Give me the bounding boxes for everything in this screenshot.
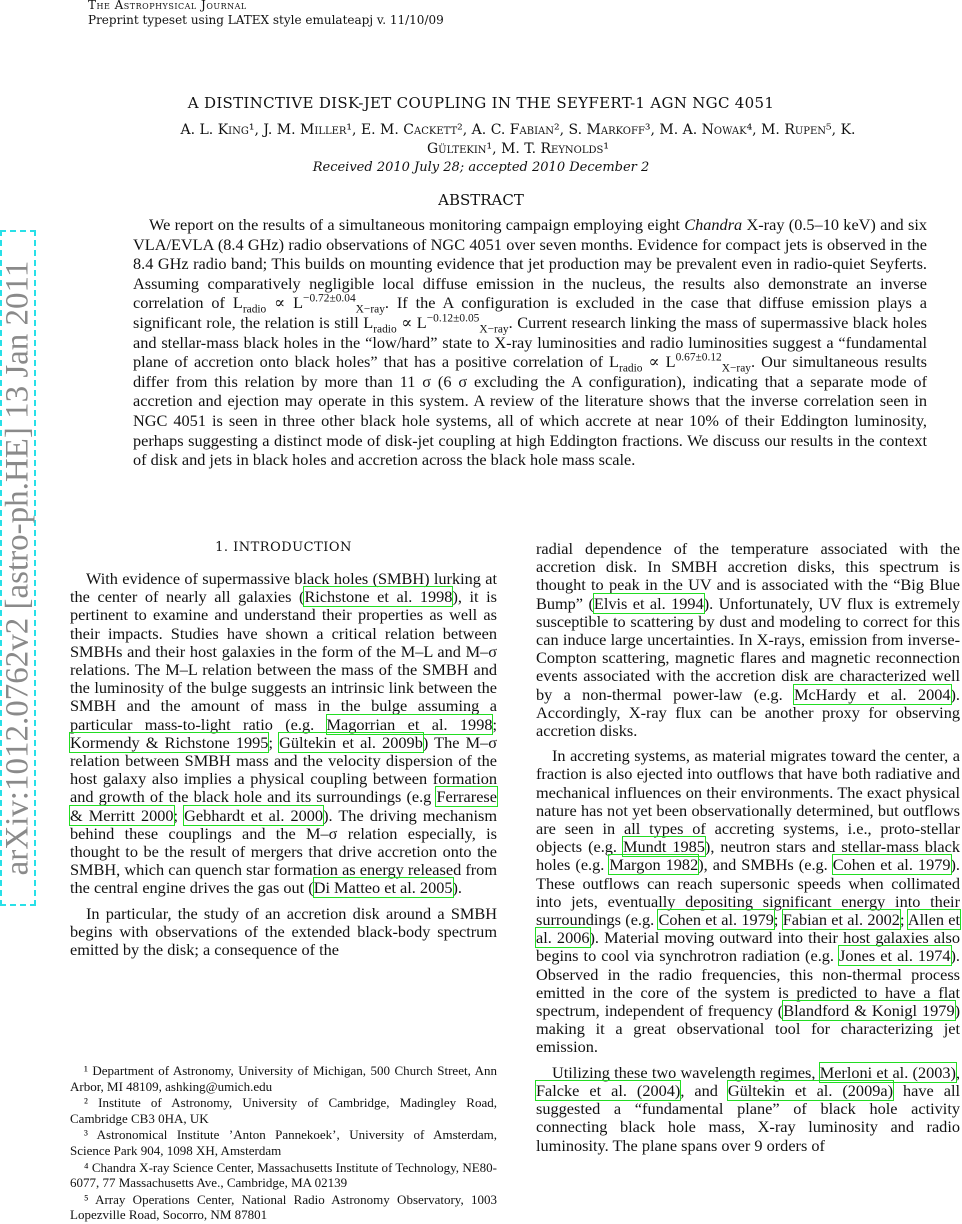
citation-link[interactable]: Gebhardt et al. 2000 xyxy=(184,805,324,825)
citation-link[interactable]: Cohen et al. 1979 xyxy=(658,910,774,930)
left-column xyxy=(70,570,497,966)
body-paragraph: radial dependence of the temperature associated with the accretion disk. In SMBH accretion disks, this spectrum is thought to peak in the UV and is associated with the “Big Blue Bump” (Elvis et al. 1994). Unfortunately, UV flux is extremely susceptible to scattering by dust and modeling to correct for this can induce large uncertainties. In X-rays, emission from inverse-Compton scattering, magnetic flares and magnetic reconnection events associated with the accretion disk are characterized well by a non-thermal power-law (e.g. McHardy et al. 2004). Accordingly, X-ray flux can be another proxy for observing accretion disks. xyxy=(536,539,961,741)
footnote: ⁵ Array Operations Center, National Radio Astronomy Observatory, 1003 Lopezville Road, Socorro, NM 87801 xyxy=(70,1191,497,1223)
citation-link[interactable]: Allen et al. 2006 xyxy=(536,910,961,948)
paper-title: A DISTINCTIVE DISK-JET COUPLING IN THE SEYFERT-1 AGN NGC 4051 xyxy=(187,94,775,112)
footnote: ² Institute of Astronomy, University of Cambridge, Madingley Road, Cambridge CB3 0HA, UK xyxy=(70,1095,497,1126)
citation-link[interactable]: Blandford & Konigl 1979 xyxy=(783,1001,955,1021)
body-paragraph: Utilizing these two wavelength regimes, Merloni et al. (2003), Falcke et al. (2004), and Gültekin et al. (2009a) have all suggested a “fundamental plane” of black hole activity connecting black hole mass, X-ray luminosity and radio luminosity. The plane spans over 9 orders of xyxy=(536,1062,961,1155)
intro-paragraph-1: With evidence of supermassive black holes (SMBH) lurking at the center of nearly all galaxies (Richstone et al. 1998), it is pertinent to examine and understand their properties as well as their impacts. Studies have shown a critical relation between SMBHs and their host galaxies in the form of the M–L and M–σ relations. The M–L relation between the mass of the SMBH and the luminosity of the bulge suggests an intrinsic link between the SMBH and the amount of mass in the bulge assuming a particular mass-to-light ratio (e.g. Magorrian et al. 1998; Kormendy & Richstone 1995; Gültekin et al. 2009b) The M–σ relation between SMBH mass and the velocity dispersion of the host galaxy also implies a physical coupling between formation and growth of the black hole and its surroundings (e.g Ferrarese & Merritt 2000; Gebhardt et al. 2000). The driving mechanism behind these couplings and the M–σ relation especially, is thought to be the result of mergers that drive accretion onto the SMBH, which can quench star formation as energy released from the central engine drives the gas out (Di Matteo et al. 2005). xyxy=(70,569,498,898)
author-list xyxy=(108,121,928,159)
intro-paragraph-2: In particular, the study of an accretion disk around a SMBH begins with observations of the extended black-body spectrum emitted by the disk; a consequence of the xyxy=(70,903,497,960)
footnote: ¹ Department of Astronomy, University of Michigan, 500 Church Street, Ann Arbor, MI 48109, ashking@umich.edu xyxy=(70,1063,497,1094)
citation-link[interactable]: Jones et al. 1974 xyxy=(839,946,951,966)
author-line-2: Gültekin¹, M. T. Reynolds¹ xyxy=(426,141,610,157)
received-dates: Received 2010 July 28; accepted 2010 December 2 xyxy=(312,160,650,175)
citation-link[interactable]: Kormendy & Richstone 1995 xyxy=(70,732,269,752)
right-column xyxy=(536,540,960,1162)
citation-link[interactable]: Gültekin et al. 2009b xyxy=(279,732,423,752)
journal-name: The Astrophysical Journal xyxy=(88,0,247,12)
citation-link[interactable]: Gültekin et al. (2009a) xyxy=(727,1080,894,1100)
citation-link[interactable]: Richstone et al. 1998 xyxy=(304,587,453,607)
section-heading-introduction: 1. INTRODUCTION xyxy=(215,540,352,555)
citation-link[interactable]: Di Matteo et al. 2005 xyxy=(313,878,453,898)
citation-link[interactable]: Merloni et al. (2003) xyxy=(819,1062,956,1082)
running-header xyxy=(88,0,444,28)
citation-link[interactable]: Ferrarese & Merritt 2000 xyxy=(70,787,497,825)
citation-link[interactable]: Mundt 1985 xyxy=(622,837,705,857)
body-paragraph: In accreting systems, as material migrates toward the center, a fraction is also ejected into outflows that have both radiative and mechanical influences on their environments. The exact physical nature has not yet been observationally determined, but outflows are seen in all types of accreting systems, i.e., proto-stellar objects (e.g. Mundt 1985), neutron stars and stellar-mass black holes (e.g. Margon 1982), and SMBHs (e.g. Cohen et al. 1979). These outflows can reach supersonic speeds when collimated into jets, eventually depositing significant energy into their surroundings (e.g. Cohen et al. 1979; Fabian et al. 2002; Allen et al. 2006). Material moving outward into their host galaxies also begins to cool via synchrotron radiation (e.g. Jones et al. 1974). Observed in the radio frequencies, this non-thermal process emitted in the core of the system is predicted to have a flat spectrum, independent of frequency (Blandford & Konigl 1979) making it a great observational tool for characterizing jet emission. xyxy=(536,746,961,1057)
footnote: ⁴ Chandra X-ray Science Center, Massachusetts Institute of Technology, NE80-6077, 77 Massachusetts Ave., Cambridge, MA 02139 xyxy=(70,1159,497,1191)
abstract-body: We report on the results of a simultaneous monitoring campaign employing eight Chandra X-ray (0.5–10 keV) and six VLA/EVLA (8.4 GHz) radio observations of NGC 4051 over seven months. Evidence for compact jets is observed in the 8.4 GHz radio band; This builds on mounting evidence that jet production may be prevalent even in radio-quiet Seyferts. Assuming comparatively negligible local diffuse emission in the nucleus, the results also demonstrate an inverse correlation of $L_{radio} \propto L^{-0.72\pm 0.04}_{X-ray}$. If the A configuration is excluded in the case that diffuse emission plays a significant role, the relation is still $L_{radio} \propto L^{-0.12\pm 0.05}_{X-ray}$. Current research linking the mass of supermassive black holes and stellar-mass black holes in the “low/hard” state to X-ray luminosities and radio luminosities suggest a “fundamental plane of accretion onto black holes” that has a positive correlation of $L_{radio} \propto L^{0.67\pm 0.12}_{X-ray}$. Our simultaneous results differ from this relation by more than 11 σ (6 σ excluding the A configuration), indicating that a separate mode of accretion and ejection may operate in this system. A review of the literature shows that the inverse correlation seen in NGC 4051 is seen in three other black hole systems, all of which accrete at near 10% of their Eddington luminosity, perhaps suggesting a distinct mode of disk-jet coupling at high Eddington fractions. We discuss our results in the context of disk and jets in black holes and accretion across the black hole mass scale. xyxy=(133,215,928,470)
author-line-1: A. L. King¹, J. M. Miller¹, E. M. Cackett², A. C. Fabian², S. Markoff³, M. A. Nowak⁴, M. Rupen⁵, K. xyxy=(180,122,856,138)
arxiv-id[interactable]: arXiv:1012.0762v2 [astro-ph.HE] 13 Jan 2011 xyxy=(0,260,36,876)
citation-link[interactable]: McHardy et al. 2004 xyxy=(793,684,951,704)
arxiv-stamp[interactable] xyxy=(0,230,40,910)
footnote: ³ Astronomical Institute ’Anton Pannekoek’, University of Amsterdam, Science Park 904, 1098 XH, Amsterdam xyxy=(70,1127,497,1158)
abstract-heading: ABSTRACT xyxy=(438,191,524,209)
citation-link[interactable]: Magorrian et al. 1998 xyxy=(326,714,493,734)
citation-link[interactable]: Margon 1982 xyxy=(609,855,699,875)
preprint-note: Preprint typeset using LATEX style emulateapj v. 11/10/09 xyxy=(88,13,444,27)
citation-link[interactable]: Cohen et al. 1979 xyxy=(832,855,951,875)
citation-link[interactable]: Elvis et al. 1994 xyxy=(593,593,704,613)
citation-link[interactable]: Falcke et al. (2004) xyxy=(536,1080,681,1100)
citation-link[interactable]: Fabian et al. 2002 xyxy=(782,910,900,930)
